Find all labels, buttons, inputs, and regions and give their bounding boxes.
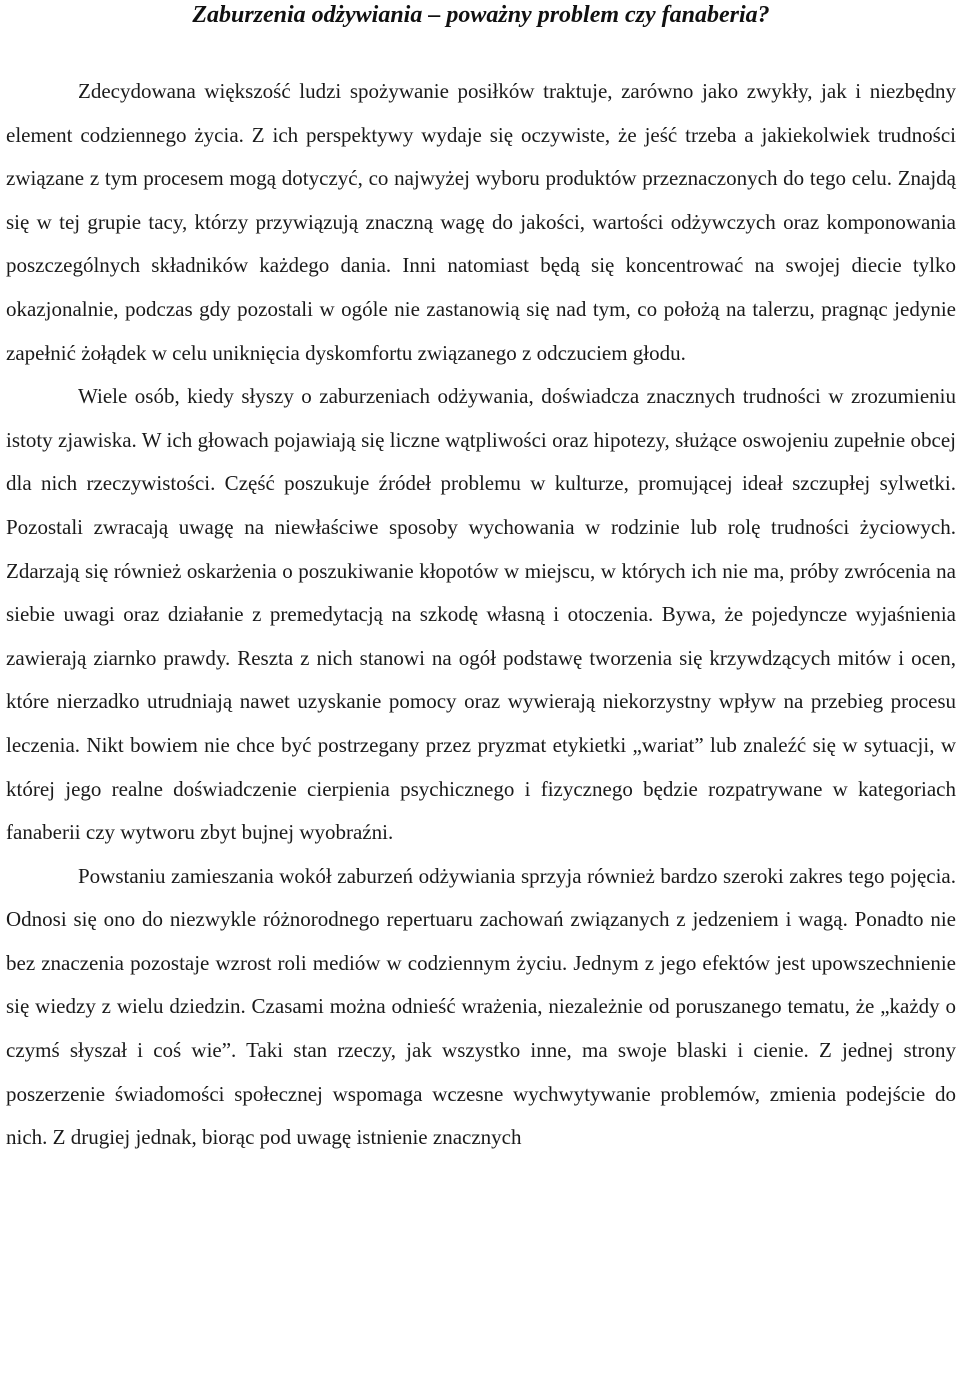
document-title: Zaburzenia odżywiania – poważny problem czy fanaberia? [192, 2, 770, 28]
paragraph-3: Powstaniu zamieszania wokół zaburzeń odżywiania sprzyja również bardzo szeroki zakres tego pojęcia. Odnosi się ono do niezwykle różnorodnego repertuaru zachowań związanych z jedzeniem i wagą. Ponadto nie bez znaczenia pozostaje wzrost roli mediów w codziennym życiu. Jednym z jego efektów jest upowszechnienie się wiedzy z wielu dziedzin. Czasami można odnieść wrażenia, niezależnie od poruszanego tematu, że „każdy o czymś słyszał i coś wie”. Taki stan rzeczy, jak wszystko inne, ma swoje blaski i cienie. Z jednej strony poszerzenie świadomości społecznej wspomaga wczesne wychwytywanie problemów, zmienia podejście do nich. Z drugiej jednak, biorąc pod uwagę istnienie znacznych [6, 863, 956, 1150]
paragraph-1: Zdecydowana większość ludzi spożywanie posiłków traktuje, zarówno jako zwykły, jak i niezbędny element codziennego życia. Z ich perspektywy wydaje się oczywiste, że jeść trzeba a jakiekolwiek trudności związane z tym procesem mogą dotyczyć, co najwyżej wyboru produktów przeznaczonych do tego celu. Znajdą się w tej grupie tacy, którzy przywiązują znaczną wagę do jakości, wartości odżywczych oraz komponowania poszczególnych składników każdego dania. Inni natomiast będą się koncentrować na swojej diecie tylko okazjonalnie, podczas gdy pozostali w ogóle nie zastanowią się nad tym, co położą na talerzu, pragnąc jedynie zapełnić żołądek w celu uniknięcia dyskomfortu związanego z odczuciem głodu. [6, 79, 956, 365]
document-page [6, 0, 956, 1160]
paragraph-2: Wiele osób, kiedy słyszy o zaburzeniach odżywania, doświadcza znacznych trudności w zrozumieniu istoty zjawiska. W ich głowach pojawiają się liczne wątpliwości oraz hipotezy, służące oswojeniu zupełnie obcej dla nich rzeczywistości. Część poszukuje źródeł problemu w kulturze, promującej ideał szczupłej sylwetki. Pozostali zwracają uwagę na niewłaściwe sposoby wychowania w rodzinie lub rolę trudności życiowych. Zdarzają się również oskarżenia o poszukiwanie kłopotów w miejscu, w których ich nie ma, próby zwrócenia na siebie uwagi oraz działanie z premedytacją na szkodę własną i otoczenia. Bywa, że pojedyncze wyjaśnienia zawierają ziarnko prawdy. Reszta z nich stanowi na ogół podstawę tworzenia się krzywdzących mitów i ocen, które nierzadko utrudniają nawet uzyskanie pomocy oraz wywierają niekorzystny wpływ na przebieg procesu leczenia. Nikt bowiem nie chce być postrzegany przez pryzmat etykietki „wariat” lub znaleźć się w sytuacji, w której jego realne doświadczenie cierpienia psychicznego i fizycznego będzie rozpatrywane w kategoriach fanaberii czy wytworu zbyt bujnej wyobraźni. [6, 384, 956, 845]
